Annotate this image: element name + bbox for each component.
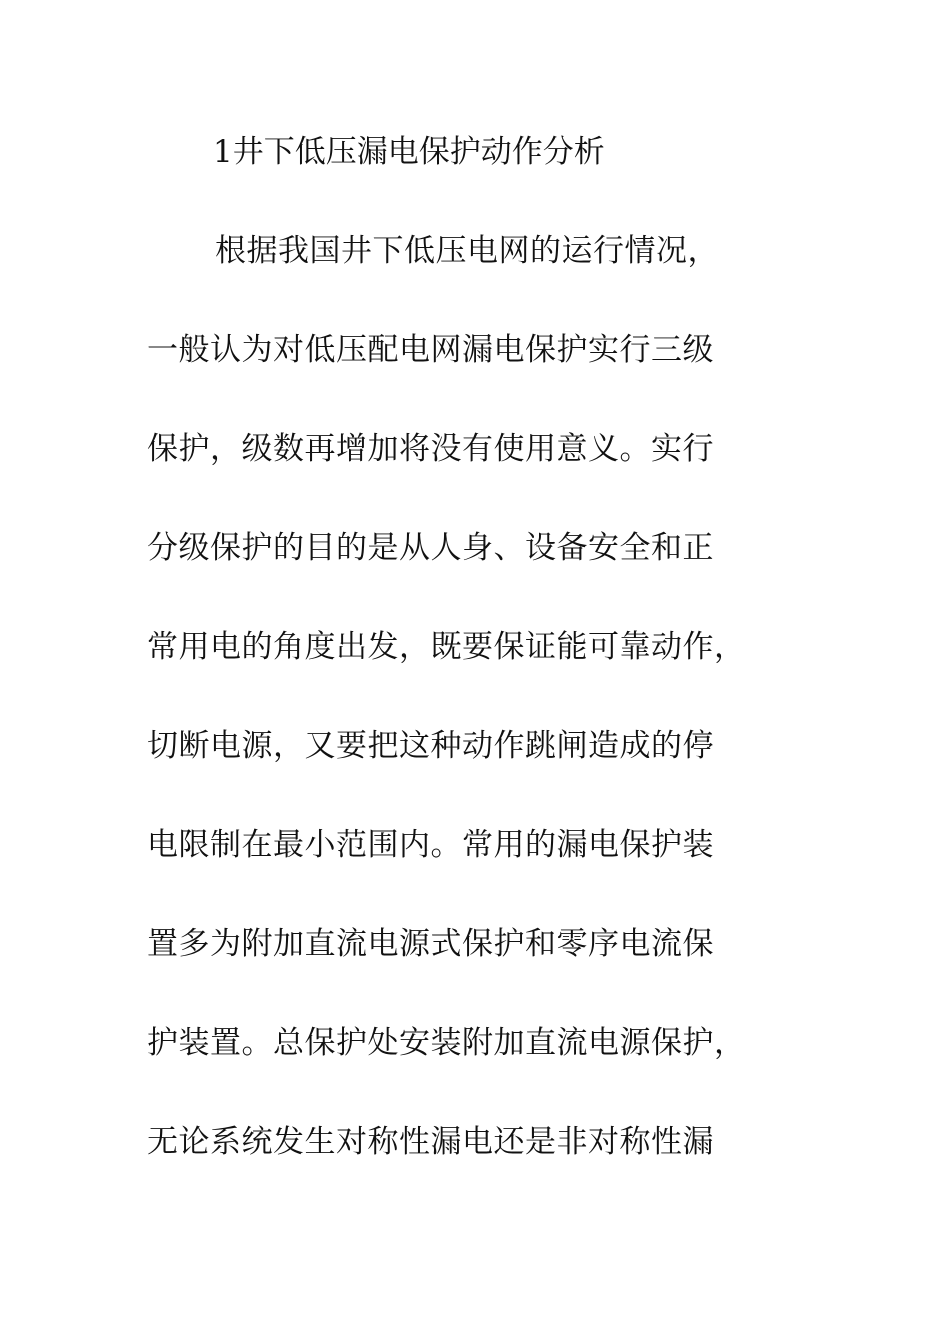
paragraph-line: 切断电源，又要把这种动作跳闸造成的停 — [147, 728, 714, 764]
paragraph-line: 分级保护的目的是从人身、设备安全和正 — [147, 530, 714, 566]
paragraph-line: 一般认为对低压配电网漏电保护实行三级 — [147, 332, 714, 368]
paragraph-line: 置多为附加直流电源式保护和零序电流保 — [147, 926, 714, 962]
paragraph-line: 无论系统发生对称性漏电还是非对称性漏 — [147, 1124, 714, 1160]
paragraph-line: 电限制在最小范围内。常用的漏电保护装 — [147, 827, 714, 863]
paragraph-line: 常用电的角度出发，既要保证能可靠动作， — [147, 629, 746, 665]
section-heading: 1井下低压漏电保护动作分析 — [213, 134, 605, 170]
paragraph-line: 根据我国井下低压电网的运行情况， — [215, 233, 719, 269]
paragraph-line: 保护，级数再增加将没有使用意义。实行 — [147, 431, 714, 467]
paragraph-line: 护装置。总保护处安装附加直流电源保护， — [147, 1025, 746, 1061]
